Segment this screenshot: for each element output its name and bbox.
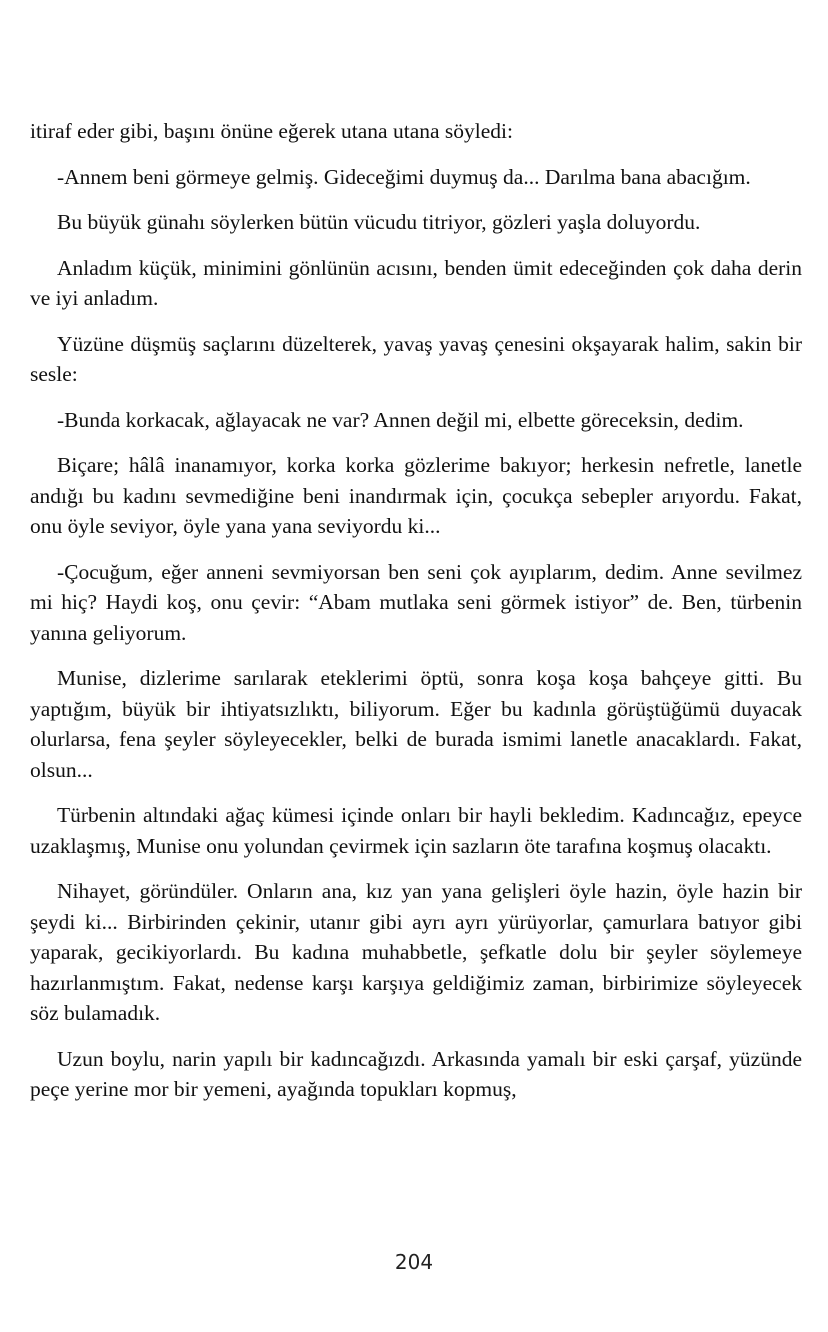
paragraph: Anladım küçük, minimini gönlünün acısını, benden ümit edeceğinden çok daha derin ve iyi anladım. (30, 255, 802, 310)
paragraph: Uzun boylu, narin yapılı bir kadıncağızdı. Arkasında yamalı bir eski çarşaf, yüzünde peçe yerine mor bir yemeni, ayağında topukları kopmuş, (30, 1046, 802, 1101)
paragraph: itiraf eder gibi, başını önüne eğerek utana utana söyledi: (30, 119, 513, 143)
paragraph: Türbenin altındaki ağaç kümesi içinde onları bir hayli bekledim. Kadıncağız, epeyce uzaklaşmış, Munise onu yolundan çevirmek için sazların öte tarafına koşmuş olacaktı. (30, 803, 802, 858)
paragraph: Biçare; hâlâ inanamıyor, korka korka gözlerime bakıyor; herkesin nefretle, lanetle andığı bu kadını sevmediğine beni inandırmak için, çocukça sebepler arıyordu. Fakat, onu öyle seviyor, öyle yana yana seviyordu ki... (30, 453, 802, 538)
page-body-text (30, 116, 802, 1120)
page-number: 204 (394, 1250, 434, 1274)
paragraph: -Bunda korkacak, ağlayacak ne var? Annen değil mi, elbette göreceksin, dedim. (57, 407, 744, 432)
paragraph: -Annem beni görmeye gelmiş. Gideceğimi duymuş da... Darılma bana abacığım. (57, 164, 751, 189)
paragraph: -Çocuğum, eğer anneni sevmiyorsan ben seni çok ayıplarım, dedim. Anne sevilmez mi hiç? Haydi koş, onu çevir: “Abam mutlaka seni görmek istiyor” de. Ben, türbenin yanına geliyorum. (30, 559, 802, 645)
paragraph: Munise, dizlerime sarılarak eteklerimi öptü, sonra koşa koşa bahçeye gitti. Bu yaptığım, büyük bir ihtiyatsızlıktı, biliyorum. Eğer bu kadınla görüştüğümü duyacak olurlarsa, fena şeyler söyleyecekler, belki de burada ismimi lanetle anacaklardı. Fakat, olsun... (30, 666, 802, 782)
paragraph: Nihayet, göründüler. Onların ana, kız yan yana gelişleri öyle hazin, öyle hazin bir şeydi ki... Birbirinden çekinir, utanır gibi ayrı ayrı yürüyorlar, çamurlara batıyor gibi yaparak, gecikiyorlardı. Bu kadına muhabbetle, şefkatle dolu bir şeyler söylemeye hazırlanmıştım. Fakat, nedense karşı karşıya geldiğimiz zaman, birbirimize söyleyecek söz bulamadık. (30, 879, 802, 1025)
paragraph: Yüzüne düşmüş saçlarını düzelterek, yavaş yavaş çenesini okşayarak halim, sakin bir sesle: (30, 331, 802, 386)
paragraph: Bu büyük günahı söylerken bütün vücudu titriyor, gözleri yaşla doluyordu. (57, 210, 701, 234)
